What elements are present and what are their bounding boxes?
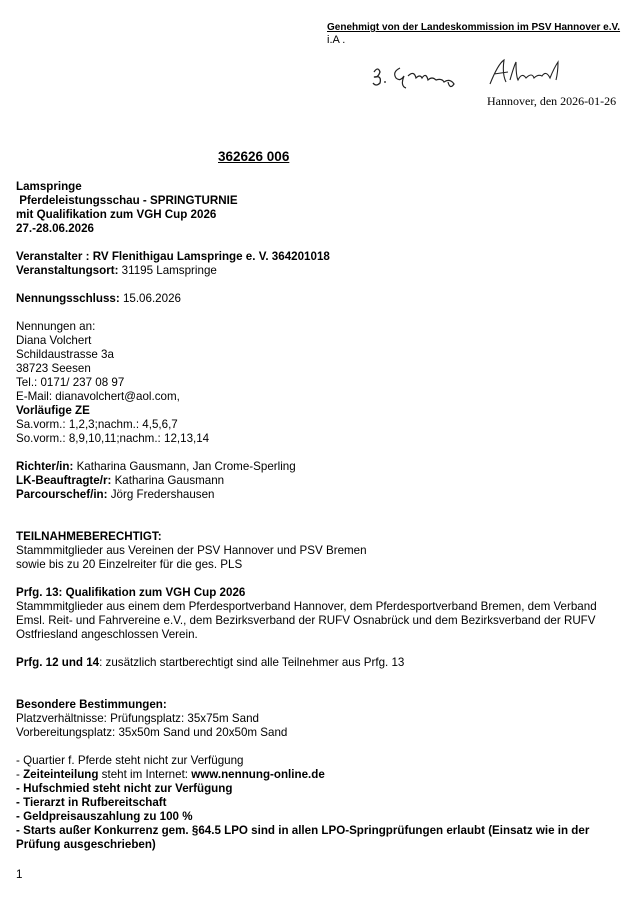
- special-item-6: - Starts außer Konkurrenz gem. §64.5 LPO sind in allen LPO-Springprüfungen erlaubt (Einsatz wie in der Prüfung ausgeschrieben): [16, 824, 590, 851]
- lk-line: [16, 474, 224, 488]
- special-item-2-text: steht im Internet:: [98, 768, 192, 781]
- special-item-3: - Hufschmied steht nicht zur Verfügung: [16, 782, 233, 795]
- deadline-value: 15.06.2026: [119, 292, 181, 305]
- deadline-label: Nennungsschluss:: [16, 292, 120, 305]
- event-qualification: mit Qualifikation zum VGH Cup 2026: [16, 208, 217, 221]
- judges-line: [16, 460, 296, 474]
- organizer-value: RV Flenithigau Lamspringe e. V. 364201018: [92, 250, 330, 263]
- prfg12-14-text: : zusätzlich startberechtigt sind alle Teilnehmer aus Prfg. 13: [99, 656, 405, 669]
- organizer-label: Veranstalter :: [16, 250, 90, 263]
- schedule-sunday: So.vorm.: 8,9,10,11;nachm.: 12,13,14: [16, 432, 210, 445]
- prfg12-14-line: [16, 656, 404, 670]
- eligibility-line-1: Stammmitglieder aus Vereinen der PSV Hannover und PSV Bremen: [16, 544, 367, 557]
- special-line-2: Vorbereitungsplatz: 35x50m Sand und 20x50m Sand: [16, 726, 288, 739]
- prfg13-text: Stammmitglieder aus einem dem Pferdesportverband Hannover, dem Pferdesportverband Bremen, dem Verband Emsl. Reit- und Fahrvereine e.V., dem Bezirksverband der RUFV Osnabrück und dem Bezirksverband der RUFV Ostfriesland angeschlossen Verein.: [16, 600, 597, 641]
- eligibility-heading: TEILNAHMEBERECHTIGT:: [16, 530, 162, 543]
- prfg13-heading: Prfg. 13: Qualifikation zum VGH Cup 2026: [16, 586, 246, 599]
- lk-label: LK-Beauftragte/r:: [16, 474, 112, 487]
- entries-street: Schildaustrasse 3a: [16, 348, 114, 361]
- course-designer-line: [16, 488, 214, 502]
- entries-email: E-Mail: dianavolchert@aol.com,: [16, 390, 180, 403]
- special-item-1: - Quartier f. Pferde steht nicht zur Verfügung: [16, 754, 244, 767]
- entries-phone: Tel.: 0171/ 237 08 97: [16, 376, 125, 389]
- entries-heading: Nennungen an:: [16, 320, 96, 333]
- prfg12-14-label: Prfg. 12 und 14: [16, 656, 100, 669]
- event-location: Lamspringe: [16, 180, 82, 193]
- event-number: 362626 006: [218, 149, 290, 164]
- place-date: Hannover, den 2026-01-26: [487, 94, 617, 108]
- venue-line: [16, 264, 217, 278]
- event-dates: 27.-28.06.2026: [16, 222, 95, 235]
- special-item-4: - Tierarzt in Rufbereitschaft: [16, 796, 167, 809]
- eligibility-line-2: sowie bis zu 20 Einzelreiter für die ges. PLS: [16, 558, 243, 571]
- schedule-saturday: Sa.vorm.: 1,2,3;nachm.: 4,5,6,7: [16, 418, 178, 431]
- judges-label: Richter/in:: [16, 460, 74, 473]
- course-designer-value: Jörg Fredershausen: [107, 488, 215, 501]
- event-title: Pferdeleistungsschau - SPRINGTURNIE: [16, 194, 238, 207]
- venue-label: Veranstaltungsort:: [16, 264, 119, 277]
- special-item-2-link: www.nennung-online.de: [191, 768, 325, 781]
- venue-value: 31195 Lamspringe: [118, 264, 217, 277]
- lk-value: Katharina Gausmann: [111, 474, 225, 487]
- ia-label: i.A .: [327, 34, 346, 46]
- course-designer-label: Parcourschef/in:: [16, 488, 108, 501]
- special-item-5: - Geldpreisauszahlung zu 100 %: [16, 810, 193, 823]
- page-number: 1: [16, 868, 23, 881]
- entries-city: 38723 Seesen: [16, 362, 91, 375]
- signature-image: [368, 58, 573, 92]
- approval-line: Genehmigt von der Landeskommission im PSV Hannover e.V.: [327, 22, 621, 33]
- special-item-2: [16, 768, 325, 782]
- special-heading: Besondere Bestimmungen:: [16, 698, 167, 711]
- signatures: [368, 58, 573, 92]
- schedule-heading: Vorläufige ZE: [16, 404, 90, 417]
- entries-name: Diana Volchert: [16, 334, 92, 347]
- deadline-line: [16, 292, 181, 306]
- special-item-2-dash: -: [16, 768, 24, 781]
- special-line-1: Platzverhältnisse: Prüfungsplatz: 35x75m Sand: [16, 712, 259, 725]
- judges-value: Katharina Gausmann, Jan Crome-Sperling: [73, 460, 296, 473]
- organizer-line: [16, 250, 330, 264]
- special-item-2-label: Zeiteinteilung: [23, 768, 99, 781]
